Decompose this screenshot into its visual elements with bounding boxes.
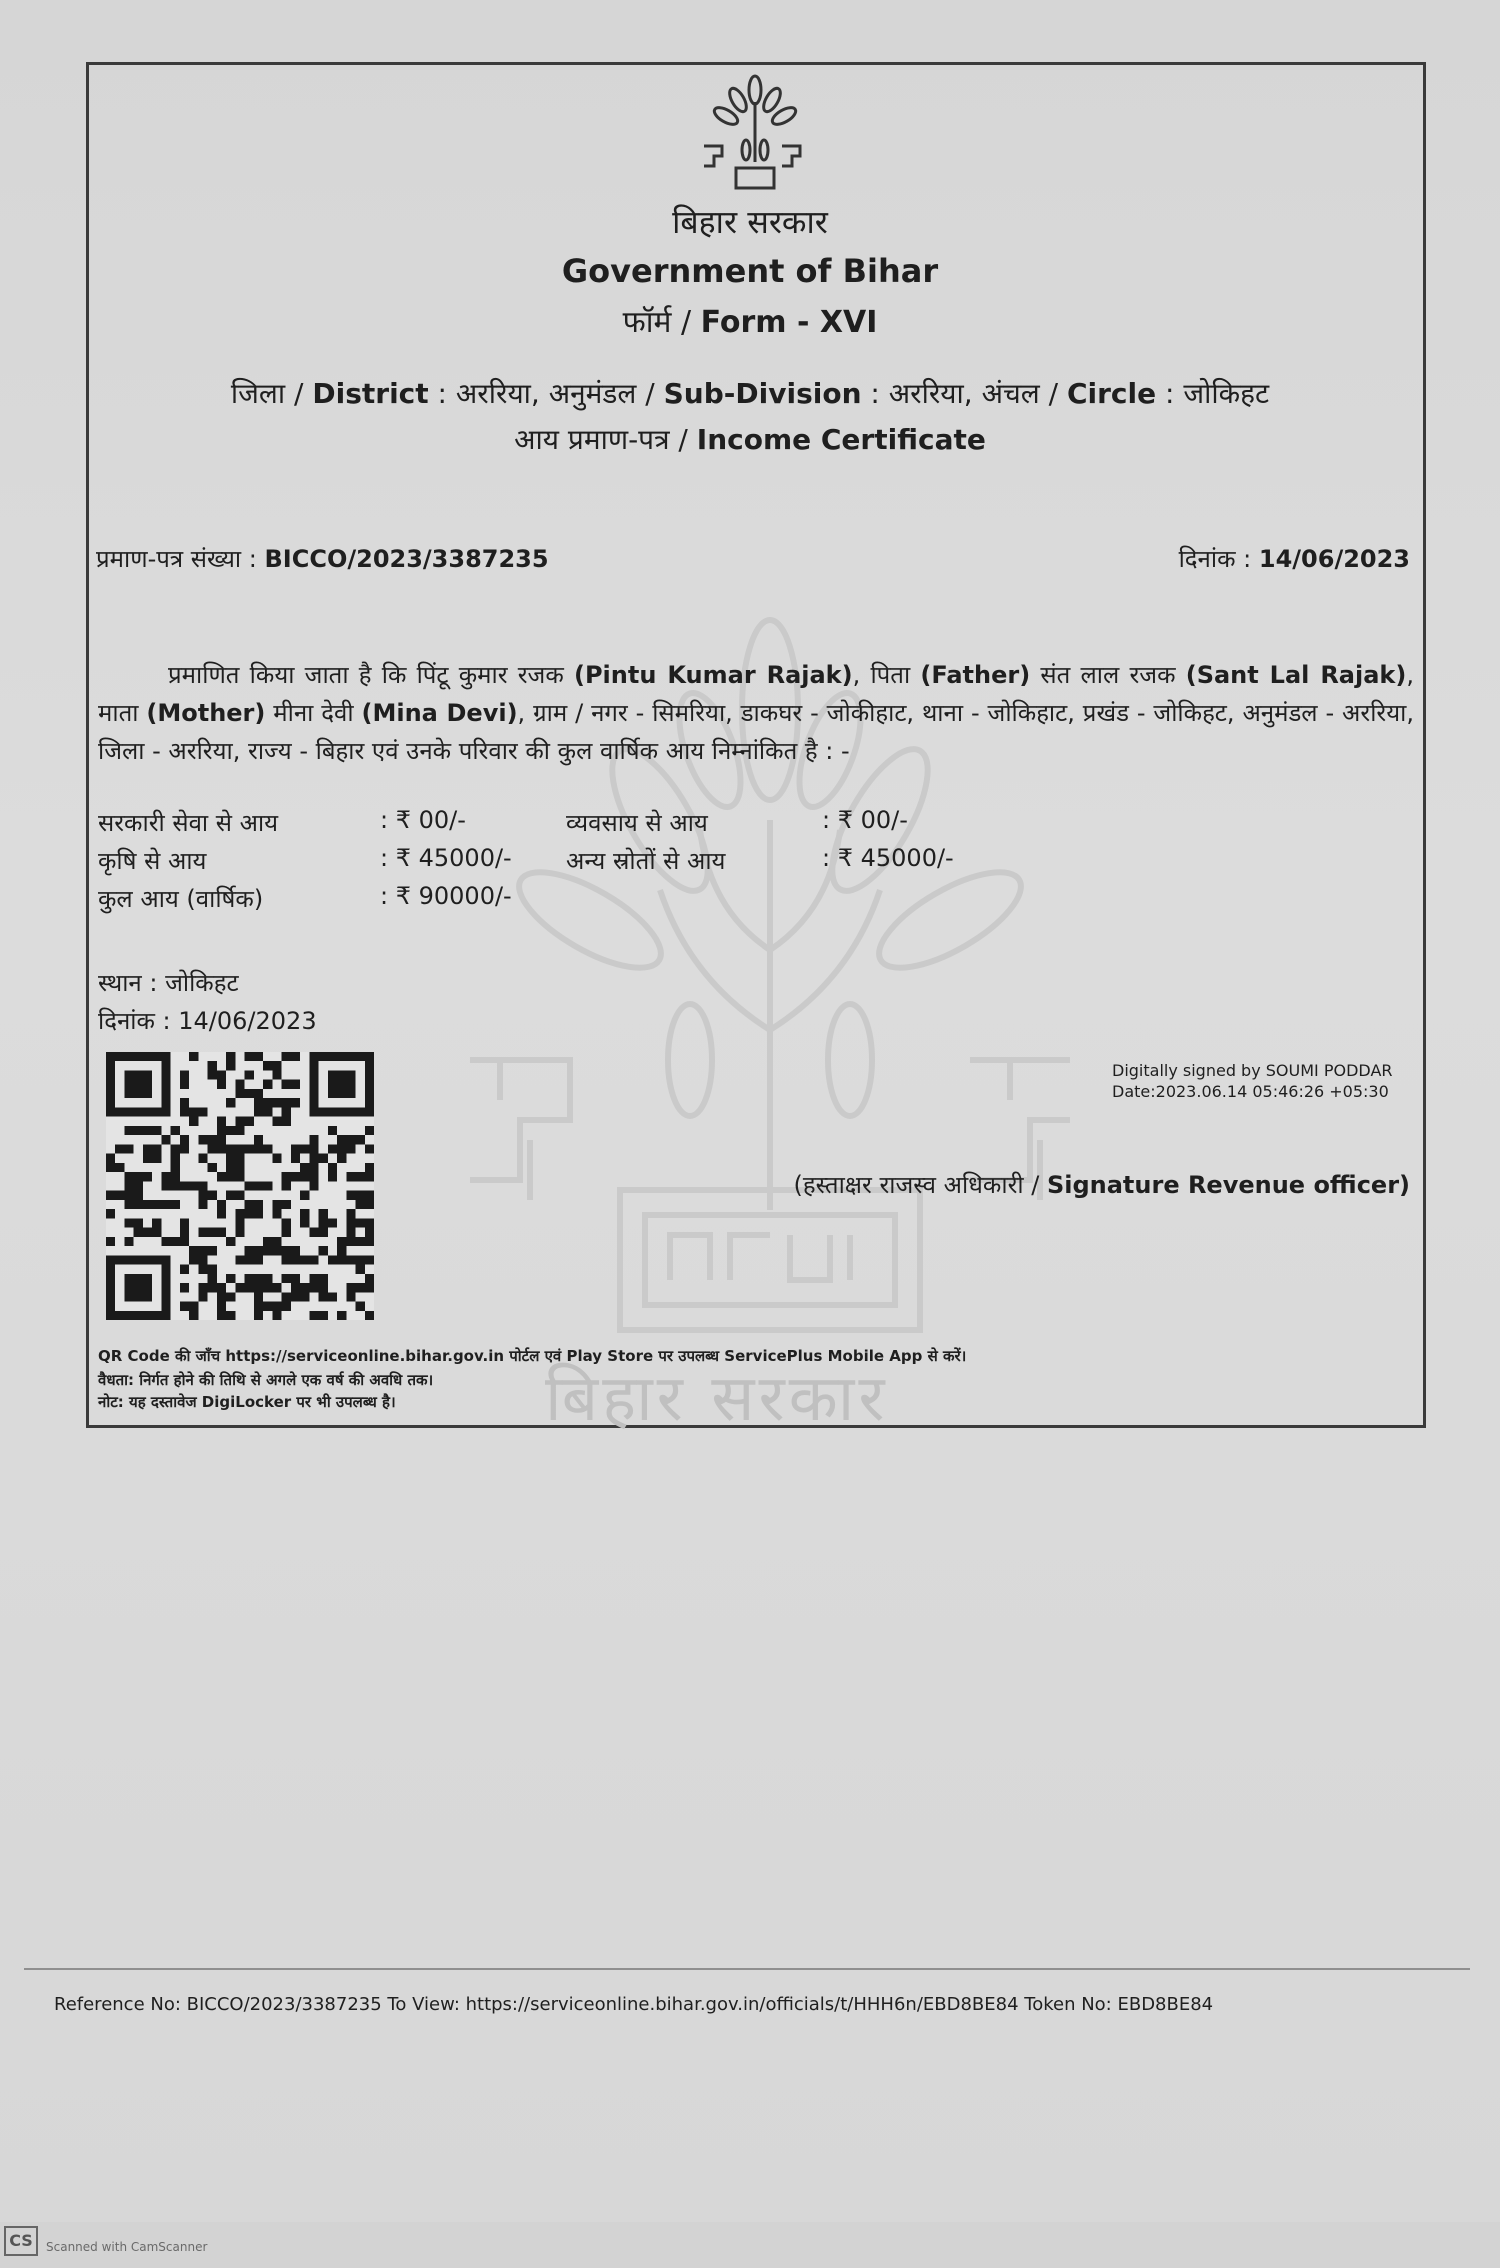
issue-date: दिनांक : 14/06/2023 (98, 1007, 317, 1035)
income-label-other: अन्य स्रोतों से आय (566, 847, 726, 875)
reference-divider (24, 1968, 1470, 1970)
signature-label: (हस्ताक्षर राजस्व अधिकारी / Signature Revenue officer) (793, 1171, 1410, 1199)
certificate-title: आय प्रमाण-पत्र / Income Certificate (514, 423, 986, 456)
income-value-other: : ₹ 45000/- (822, 844, 954, 872)
government-title: Government of Bihar (561, 252, 939, 290)
income-label-govt: सरकारी सेवा से आय (98, 809, 279, 837)
watermark-text: बिहार सरकार (545, 1362, 889, 1436)
place: स्थान : जोकिहट (98, 969, 239, 997)
form-number: फॉर्म / Form - XVI (622, 305, 878, 340)
income-value-business: : ₹ 00/- (822, 806, 908, 834)
camscanner-text: Scanned with CamScanner (46, 2240, 208, 2254)
certificate-number: प्रमाण-पत्र संख्या : BICCO/2023/3387235 (96, 545, 549, 573)
income-label-total: कुल आय (वार्षिक) (98, 885, 264, 913)
bihar-emblem-icon (700, 72, 810, 192)
certificate-body: प्रमाणित किया जाता है कि पिंटू कुमार रजक (Pintu Kumar Rajak), पिता (Father) संत लाल रजक (Sant Lal Rajak), माता (Mother) मीना देवी (Mina Devi), ग्राम / नगर - सिमरिया, डाकघर - जोकीहाट, थाना - जोकिहाट, प्रखंड - जोकिहट, अनुमंडल - अररिया, जिला - अररिया, राज्य - बिहार एवं उनके परिवार की कुल वार्षिक आय निम्नांकित है : - (98, 661, 1414, 765)
note-validity: वैधता: निर्गत होने की तिथि से अगले एक वर्ष की अवधि तक। (98, 1371, 434, 1389)
state-name-hindi: बिहार सरकार (672, 203, 828, 241)
note-qr-verify: QR Code की जाँच https://serviceonline.bihar.gov.in पोर्टल एवं Play Store पर उपलब्ध ServicePlus Mobile App से करें। (98, 1347, 967, 1365)
income-value-total: : ₹ 90000/- (380, 882, 512, 910)
income-value-govt: : ₹ 00/- (380, 806, 466, 834)
qr-code-icon (106, 1048, 374, 1324)
note-digilocker: नोट: यह दस्तावेज DigiLocker पर भी उपलब्ध है। (98, 1393, 396, 1411)
camscanner-logo-icon: CS (4, 2226, 38, 2256)
reference-line: Reference No: BICCO/2023/3387235 To View: https://serviceonline.bihar.gov.in/officials/t/HHH6n/EBD8BE84 Token No: EBD8BE84 (54, 1994, 1214, 2015)
district-line: जिला / District : अररिया, अनुमंडल / Sub-Division : अररिया, अंचल / Circle : जोकिहट (230, 377, 1270, 410)
income-label-business: व्यवसाय से आय (566, 809, 708, 837)
income-value-agriculture: : ₹ 45000/- (380, 844, 512, 872)
digital-signature: Digitally signed by SOUMI PODDAR Date:2023.06.14 05:46:26 +05:30 (1112, 1061, 1393, 1101)
income-label-agriculture: कृषि से आय (98, 847, 207, 875)
certificate-date: दिनांक : 14/06/2023 (1178, 545, 1410, 573)
